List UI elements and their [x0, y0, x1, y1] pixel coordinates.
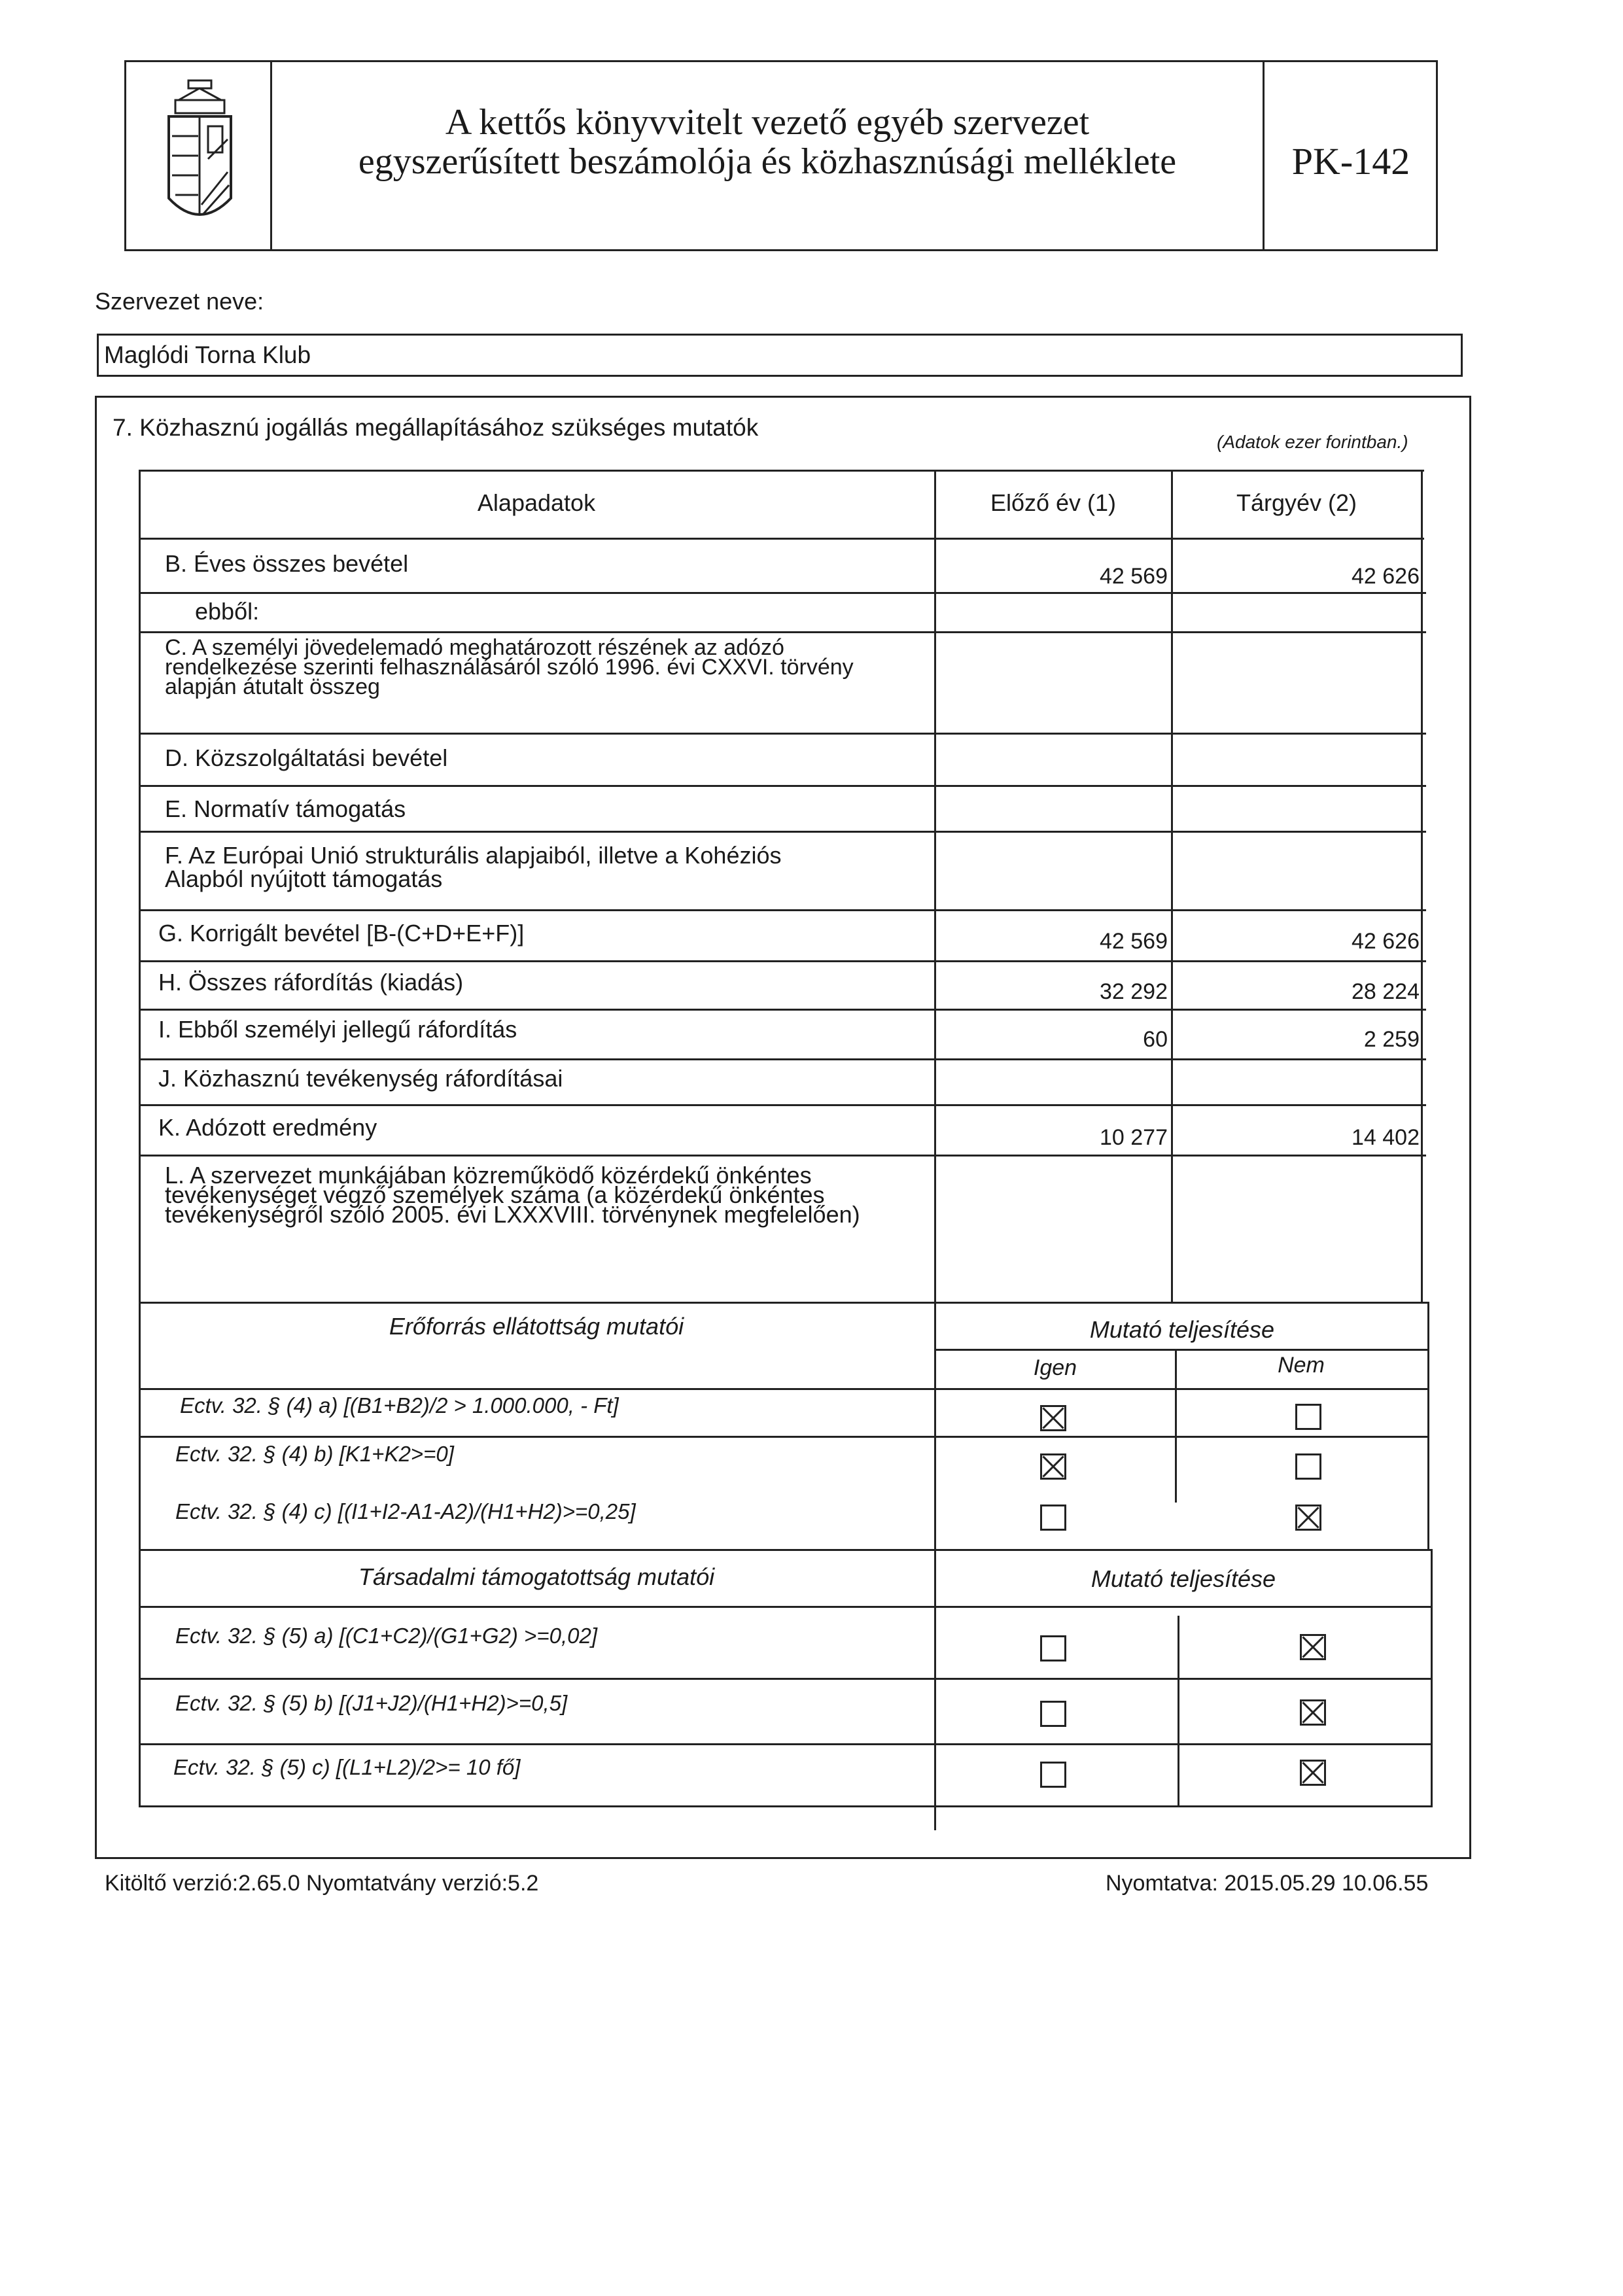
resource-indicator-b: Ectv. 32. § (4) b) [K1+K2>=0]	[175, 1442, 454, 1466]
resource-a-no-checkbox[interactable]	[1295, 1404, 1321, 1430]
row-label-l: L. A szervezet munkájában közreműködő közérdekű önkéntes tevékenységet végző személyek száma (a közérdekű önkéntes tevékenységről szóló 2005. évi LXXXVIII. törvénynek megfelelően)	[165, 1162, 860, 1228]
social-indicators-title: Társadalmi támogatottság mutatói	[358, 1563, 715, 1590]
row-curr-h: 28 224	[1352, 979, 1420, 1004]
form-code: PK-142	[1291, 140, 1410, 183]
row-label-b: B. Éves összes bevétel	[165, 550, 409, 577]
row-label-of-which: ebből:	[195, 598, 260, 625]
coat-of-arms-icon	[162, 74, 237, 237]
resource-c-yes-checkbox[interactable]	[1040, 1505, 1066, 1531]
form-header	[124, 60, 1438, 251]
social-b-yes-checkbox[interactable]	[1040, 1701, 1066, 1727]
resource-indicators-title: Erőforrás ellátottság mutatói	[389, 1313, 684, 1340]
column-header-prev-year: Előző év (1)	[990, 489, 1117, 516]
social-a-no-checkbox[interactable]	[1300, 1634, 1326, 1660]
row-prev-i: 60	[1143, 1027, 1168, 1052]
row-label-i: I. Ebből személyi jellegű ráfordítás	[158, 1016, 517, 1043]
footer-version: Kitöltő verzió:2.65.0 Nyomtatvány verzió:5.2	[105, 1871, 539, 1896]
social-indicator-b: Ectv. 32. § (5) b) [(J1+J2)/(H1+H2)>=0,5]	[175, 1691, 568, 1715]
resource-b-yes-checkbox[interactable]	[1040, 1453, 1066, 1480]
column-header-basic: Alapadatok	[477, 489, 596, 516]
row-label-e: E. Normatív támogatás	[165, 795, 406, 822]
no-header: Nem	[1278, 1353, 1325, 1378]
row-curr-b: 42 626	[1352, 564, 1420, 589]
social-c-no-checkbox[interactable]	[1300, 1760, 1326, 1786]
social-fulfilment-header: Mutató teljesítése	[1091, 1565, 1276, 1592]
row-curr-k: 14 402	[1352, 1125, 1420, 1150]
social-indicator-a: Ectv. 32. § (5) a) [(C1+C2)/(G1+G2) >=0,02]	[175, 1624, 597, 1648]
row-prev-h: 32 292	[1100, 979, 1168, 1004]
row-prev-b: 42 569	[1100, 564, 1168, 589]
resource-c-no-checkbox[interactable]	[1295, 1505, 1321, 1531]
unit-note: (Adatok ezer forintban.)	[1217, 432, 1408, 452]
organization-name-field: Maglódi Torna Klub	[97, 334, 1463, 377]
form-title: A kettős könyvvitelt vezető egyéb szervezet egyszerűsített beszámolója és közhasznúsági melléklete	[358, 102, 1177, 182]
section-title: 7. Közhasznú jogállás megállapításához szükséges mutatók	[113, 414, 759, 441]
organization-label: Szervezet neve:	[95, 288, 264, 315]
row-label-k: K. Adózott eredmény	[158, 1114, 377, 1141]
column-header-current-year: Tárgyév (2)	[1236, 489, 1357, 516]
yes-header: Igen	[1033, 1355, 1077, 1380]
row-label-f: F. Az Európai Unió strukturális alapjaiból, illetve a Kohéziós Alapból nyújtott támogatás	[165, 842, 782, 892]
row-label-j: J. Közhasznú tevékenység ráfordításai	[158, 1065, 563, 1092]
row-label-d: D. Közszolgáltatási bevétel	[165, 744, 448, 771]
row-curr-i: 2 259	[1363, 1027, 1420, 1052]
row-prev-g: 42 569	[1100, 929, 1168, 954]
resource-indicator-c: Ectv. 32. § (4) c) [(I1+I2-A1-A2)/(H1+H2)>=0,25]	[175, 1499, 636, 1523]
social-indicator-c: Ectv. 32. § (5) c) [(L1+L2)/2>= 10 fő]	[173, 1755, 521, 1779]
social-b-no-checkbox[interactable]	[1300, 1699, 1326, 1726]
resource-b-no-checkbox[interactable]	[1295, 1453, 1321, 1480]
resource-indicator-a: Ectv. 32. § (4) a) [(B1+B2)/2 > 1.000.000, - Ft]	[180, 1393, 619, 1418]
row-label-c: C. A személyi jövedelemadó meghatározott részének az adózó rendelkezése szerinti felhasználásáról szóló 1996. évi CXXVI. törvény alapján átutalt összeg	[165, 635, 854, 699]
row-label-g: G. Korrigált bevétel [B-(C+D+E+F)]	[158, 920, 525, 947]
row-prev-k: 10 277	[1100, 1125, 1168, 1150]
resource-a-yes-checkbox[interactable]	[1040, 1405, 1066, 1431]
social-a-yes-checkbox[interactable]	[1040, 1635, 1066, 1661]
row-curr-g: 42 626	[1352, 929, 1420, 954]
social-c-yes-checkbox[interactable]	[1040, 1762, 1066, 1788]
resource-fulfilment-header: Mutató teljesítése	[1089, 1316, 1275, 1343]
footer-printed-at: Nyomtatva: 2015.05.29 10.06.55	[1106, 1871, 1429, 1896]
row-label-h: H. Összes ráfordítás (kiadás)	[158, 969, 464, 996]
